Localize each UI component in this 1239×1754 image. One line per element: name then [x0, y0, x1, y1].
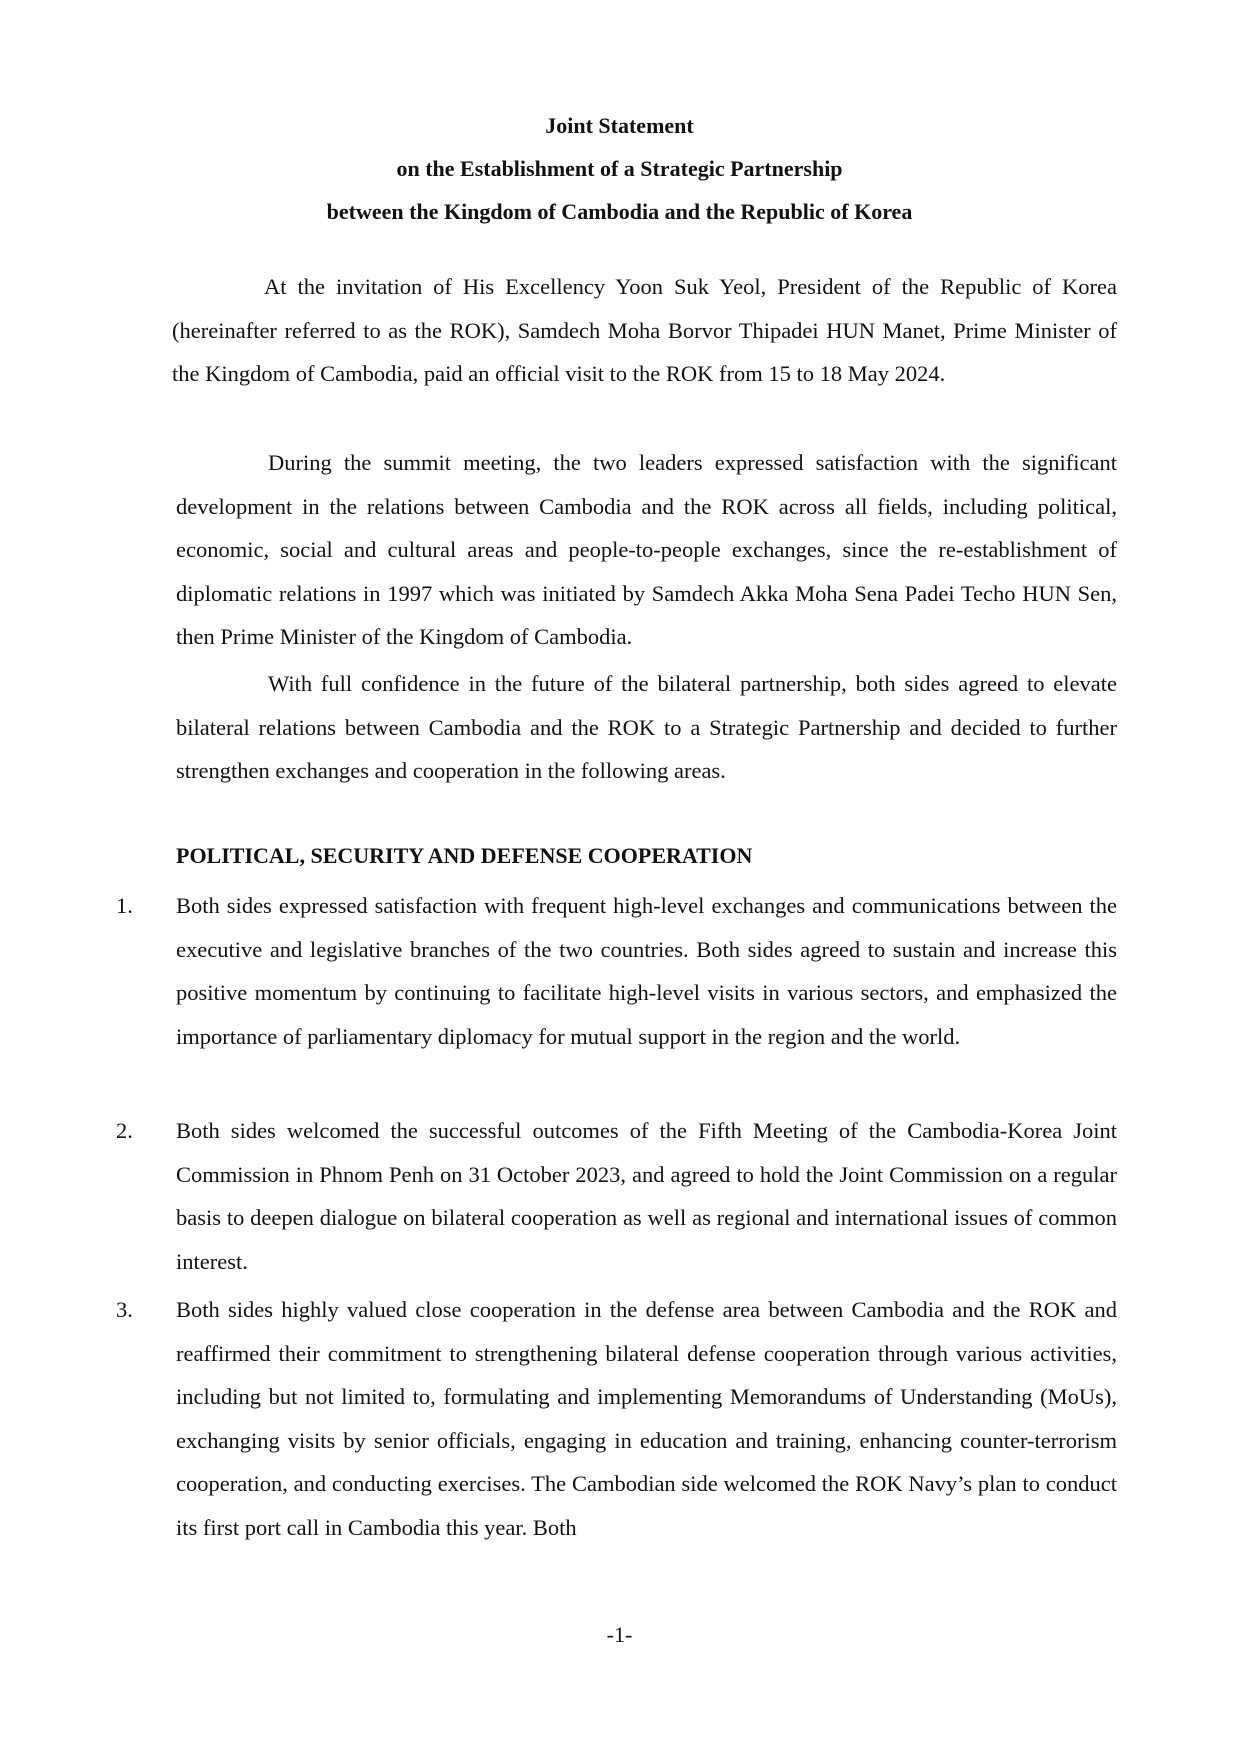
item-text: Both sides highly valued close cooperation in the defense area between Cambodia and the ROK and reaffirmed their commitment to strengthening bilateral defense cooperation through various activities, including but not limited to, formulating and implementing Memorandums of Understanding (MoUs), exchanging visits by senior officials, engaging in education and training, enhancing counter-terrorism cooperation, and conducting exercises. The Cambodian side welcomed the ROK Navy’s plan to conduct its first port call in Cambodia this year. Both: [176, 1297, 1117, 1540]
item-text: Both sides welcomed the successful outcomes of the Fifth Meeting of the Cambodia-Korea Joint Commission in Phnom Penh on 31 October 2023, and agreed to hold the Joint Commission on a regular basis to deepen dialogue on bilateral cooperation as well as regional and international issues of common interest.: [176, 1118, 1117, 1274]
item-text: Both sides expressed satisfaction with frequent high-level exchanges and communications between the executive and legislative branches of the two countries. Both sides agreed to sustain and increase this positive momentum by continuing to facilitate high-level visits in various sectors, and emphasized the importance of parliamentary diplomacy for mutual support in the region and the world.: [176, 893, 1117, 1049]
section-heading: POLITICAL, SECURITY AND DEFENSE COOPERATION: [176, 843, 753, 868]
intro-paragraph-1: At the invitation of His Excellency Yoon Suk Yeol, President of the Republic of Korea (hereinafter referred to as the ROK), Samdech Moha Borvor Thipadei HUN Manet, Prime Minister of the Kingdom of Cambodia, paid an official visit to the ROK from 15 to 18 May 2024.: [172, 274, 1117, 386]
document-title: [0, 104, 1239, 233]
page-number: -1-: [606, 1622, 633, 1647]
title-line-1: Joint Statement: [545, 113, 694, 138]
item-number: 3.: [116, 1297, 133, 1322]
title-line-2: on the Establishment of a Strategic Partnership: [396, 156, 843, 181]
item-number: 1.: [116, 893, 133, 918]
intro-paragraph-2: During the summit meeting, the two leaders expressed satisfaction with the significant development in the relations between Cambodia and the ROK across all fields, including political, economic, social and cultural areas and people-to-people exchanges, since the re-establishment of diplomatic relations in 1997 which was initiated by Samdech Akka Moha Sena Padei Techo HUN Sen, then Prime Minister of the Kingdom of Cambodia.: [176, 450, 1117, 649]
title-line-3: between the Kingdom of Cambodia and the Republic of Korea: [326, 199, 913, 224]
item-number: 2.: [116, 1118, 133, 1143]
intro-paragraph-3: With full confidence in the future of the bilateral partnership, both sides agreed to elevate bilateral relations between Cambodia and the ROK to a Strategic Partnership and decided to further strengthen exchanges and cooperation in the following areas.: [176, 671, 1117, 783]
